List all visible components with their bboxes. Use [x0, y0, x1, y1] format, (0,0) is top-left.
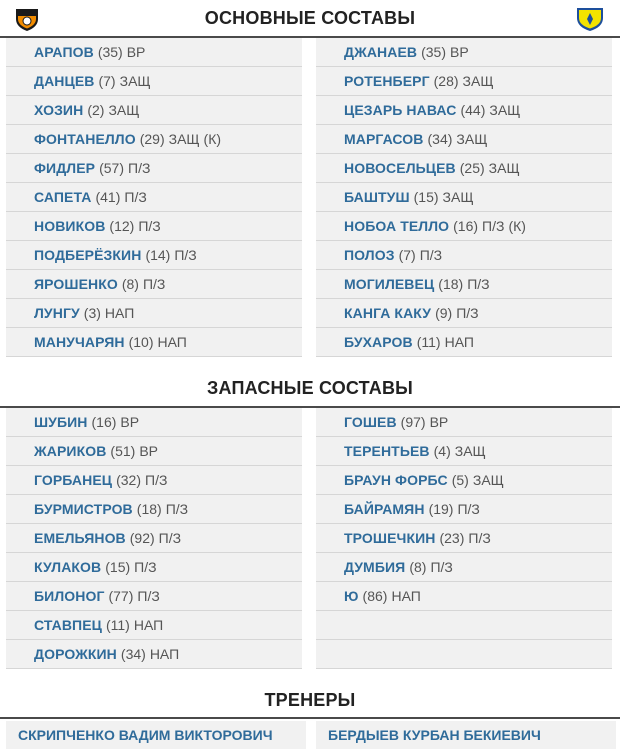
player-number: (77)	[108, 588, 134, 604]
player-position: П/З	[430, 559, 453, 575]
player-position: ЗАЩ	[456, 131, 488, 147]
player-position: П/З	[467, 276, 490, 292]
player-position: ВР	[429, 414, 449, 430]
player-row	[6, 328, 302, 357]
player-number: (12)	[109, 218, 135, 234]
player-number: (14)	[145, 247, 171, 263]
player-row	[6, 466, 302, 495]
player-name[interactable]: САПЕТА	[34, 189, 92, 205]
player-number: (3)	[83, 305, 101, 321]
player-row	[316, 437, 612, 466]
player-row	[6, 582, 302, 611]
player-position: ЗАЩ	[168, 131, 200, 147]
player-number: (7)	[398, 247, 416, 263]
player-row	[316, 125, 612, 154]
player-name[interactable]: БРАУН ФОРБС	[344, 472, 448, 488]
player-number: (32)	[116, 472, 142, 488]
player-number: (25)	[459, 160, 485, 176]
player-number: (86)	[362, 588, 388, 604]
player-name[interactable]: ЕМЕЛЬЯНОВ	[34, 530, 126, 546]
player-number: (18)	[438, 276, 464, 292]
player-name[interactable]: НОВИКОВ	[34, 218, 106, 234]
player-name[interactable]: ЦЕЗАРЬ НАВАС	[344, 102, 457, 118]
player-name[interactable]: ФИДЛЕР	[34, 160, 96, 176]
player-number: (44)	[460, 102, 486, 118]
home-lineup-list	[6, 38, 302, 357]
player-row	[316, 408, 612, 437]
player-row	[6, 96, 302, 125]
player-number: (97)	[400, 414, 426, 430]
player-name[interactable]: БАЙРАМЯН	[344, 501, 425, 517]
player-name[interactable]: МАРГАСОВ	[344, 131, 424, 147]
player-row	[316, 495, 612, 524]
player-position: НАП	[133, 617, 164, 633]
player-name[interactable]: НОВОСЕЛЬЦЕВ	[344, 160, 456, 176]
player-captain-mark: (К)	[203, 131, 222, 147]
player-row	[6, 611, 302, 640]
player-position: П/З	[165, 501, 189, 517]
player-row	[316, 183, 612, 212]
player-row	[6, 67, 302, 96]
player-number: (16)	[453, 218, 479, 234]
player-position: ЗАЩ	[454, 443, 486, 459]
home-subs-list	[6, 408, 302, 669]
player-number: (19)	[428, 501, 454, 517]
player-position: НАП	[157, 334, 187, 350]
player-row	[316, 241, 612, 270]
player-row	[316, 299, 612, 328]
home-coach-name[interactable]: СКРИПЧЕНКО ВАДИМ ВИКТОРОВИЧ	[18, 727, 273, 743]
player-number: (8)	[409, 559, 427, 575]
player-position: П/З	[138, 218, 161, 234]
player-row	[316, 212, 612, 241]
player-number: (2)	[87, 102, 105, 118]
player-row	[316, 270, 612, 299]
player-number: (35)	[97, 44, 123, 60]
player-name[interactable]: Ю	[344, 588, 359, 604]
player-row	[316, 38, 612, 67]
player-row	[316, 582, 612, 611]
player-position: П/З	[174, 247, 197, 263]
player-number: (9)	[435, 305, 453, 321]
player-number: (51)	[110, 443, 136, 459]
player-position: ВР	[139, 443, 159, 459]
player-position: ЗАЩ	[442, 189, 474, 205]
player-row	[6, 553, 302, 582]
player-position: ЗАЩ	[119, 73, 151, 89]
player-position: П/З	[128, 160, 151, 176]
coaches-divider	[0, 717, 620, 719]
player-name[interactable]: ДАНЦЕВ	[34, 73, 95, 89]
player-name[interactable]: ЯРОШЕНКО	[34, 276, 118, 292]
player-name[interactable]: СТАВПЕЦ	[34, 617, 102, 633]
player-number: (34)	[427, 131, 453, 147]
player-position: П/З	[456, 305, 479, 321]
player-number: (29)	[139, 131, 165, 147]
player-row	[316, 67, 612, 96]
subs-title: ЗАПАСНЫЕ СОСТАВЫ	[207, 378, 413, 398]
player-row	[6, 437, 302, 466]
player-number: (34)	[120, 646, 146, 662]
away-lineup-list	[316, 38, 612, 357]
empty-row	[316, 611, 612, 640]
player-position: ЗАЩ	[108, 102, 140, 118]
away-coach-name[interactable]: БЕРДЫЕВ КУРБАН БЕКИЕВИЧ	[328, 727, 541, 743]
player-name[interactable]: БАШТУШ	[344, 189, 410, 205]
player-name[interactable]: ХОЗИН	[34, 102, 84, 118]
player-row	[6, 299, 302, 328]
player-position: П/З	[124, 189, 147, 205]
player-name[interactable]: ТРОШЕЧКИН	[344, 530, 436, 546]
player-name[interactable]: МОГИЛЕВЕЦ	[344, 276, 435, 292]
player-number: (28)	[433, 73, 459, 89]
player-position: НАП	[149, 646, 180, 662]
player-row	[6, 125, 302, 154]
player-name[interactable]: КУЛАКОВ	[34, 559, 102, 575]
coaches-title: ТРЕНЕРЫ	[264, 690, 356, 710]
player-name[interactable]: ДОРОЖКИН	[34, 646, 117, 662]
player-row	[316, 154, 612, 183]
player-position: ЗАЩ	[472, 472, 504, 488]
player-name[interactable]: ПОДБЕРЁЗКИН	[34, 247, 142, 263]
player-row	[316, 466, 612, 495]
player-name[interactable]: НОБОА ТЕЛЛО	[344, 218, 450, 234]
player-number: (11)	[105, 617, 130, 633]
player-name[interactable]: ЛУНГУ	[34, 305, 80, 321]
player-number: (92)	[129, 530, 155, 546]
player-position: П/З	[145, 472, 168, 488]
player-number: (57)	[99, 160, 124, 176]
player-number: (41)	[95, 189, 121, 205]
player-name[interactable]: ШУБИН	[34, 414, 88, 430]
player-name[interactable]: ТЕРЕНТЬЕВ	[344, 443, 430, 459]
player-number: (8)	[121, 276, 139, 292]
player-position: П/З	[482, 218, 505, 234]
player-row	[316, 96, 612, 125]
player-name[interactable]: ДУМБИЯ	[344, 559, 406, 575]
main-lineups-title: ОСНОВНЫЕ СОСТАВЫ	[204, 8, 416, 28]
player-name[interactable]: БУРМИСТРОВ	[34, 501, 133, 517]
player-position: ВР	[126, 44, 146, 60]
player-name[interactable]: ДЖАНАЕВ	[344, 44, 418, 60]
player-number: (15)	[105, 559, 131, 575]
player-captain-mark: (К)	[508, 218, 526, 234]
player-row	[6, 38, 302, 67]
player-position: П/З	[134, 559, 157, 575]
player-row	[6, 154, 302, 183]
player-number: (23)	[439, 530, 465, 546]
player-row	[6, 408, 302, 437]
player-position: П/З	[137, 588, 160, 604]
player-number: (7)	[98, 73, 116, 89]
player-row	[6, 212, 302, 241]
player-name[interactable]: ГОРБАНЕЦ	[34, 472, 113, 488]
player-position: ЗАЩ	[462, 73, 494, 89]
player-row	[316, 553, 612, 582]
player-name[interactable]: КАНГА КАКУ	[344, 305, 432, 321]
player-number: (10)	[128, 334, 154, 350]
player-name[interactable]: ФОНТАНЕЛЛО	[34, 131, 136, 147]
player-position: П/З	[158, 530, 182, 546]
player-row	[6, 640, 302, 669]
empty-row	[316, 640, 612, 669]
player-name[interactable]: БУХАРОВ	[344, 334, 413, 350]
player-name[interactable]: РОТЕНБЕРГ	[344, 73, 430, 89]
player-name[interactable]: ПОЛОЗ	[344, 247, 395, 263]
player-number: (4)	[433, 443, 451, 459]
player-position: П/З	[419, 247, 443, 263]
player-row	[6, 495, 302, 524]
player-position: ВР	[450, 44, 469, 60]
player-position: ЗАЩ	[489, 102, 521, 118]
player-name[interactable]: АРАПОВ	[34, 44, 94, 60]
player-number: (16)	[91, 414, 117, 430]
away-coach	[316, 721, 616, 749]
player-position: П/З	[457, 501, 480, 517]
player-row	[6, 183, 302, 212]
player-name[interactable]: ЖАРИКОВ	[34, 443, 107, 459]
player-position: ВР	[120, 414, 140, 430]
player-position: НАП	[104, 305, 135, 321]
player-number: (11)	[416, 334, 441, 350]
player-position: ЗАЩ	[488, 160, 520, 176]
player-row	[316, 328, 612, 357]
player-name[interactable]: МАНУЧАРЯН	[34, 334, 125, 350]
away-subs-list	[316, 408, 612, 669]
player-row	[6, 241, 302, 270]
player-position: П/З	[142, 276, 166, 292]
player-position: П/З	[468, 530, 491, 546]
player-name[interactable]: БИЛОНОГ	[34, 588, 105, 604]
home-coach	[6, 721, 306, 749]
player-name[interactable]: ГОШЕВ	[344, 414, 397, 430]
player-number: (5)	[451, 472, 469, 488]
player-row	[6, 270, 302, 299]
player-number: (35)	[421, 44, 447, 60]
player-number: (15)	[413, 189, 439, 205]
player-position: НАП	[391, 588, 421, 604]
player-row	[316, 524, 612, 553]
player-number: (18)	[136, 501, 162, 517]
player-position: НАП	[444, 334, 474, 350]
player-row	[6, 524, 302, 553]
